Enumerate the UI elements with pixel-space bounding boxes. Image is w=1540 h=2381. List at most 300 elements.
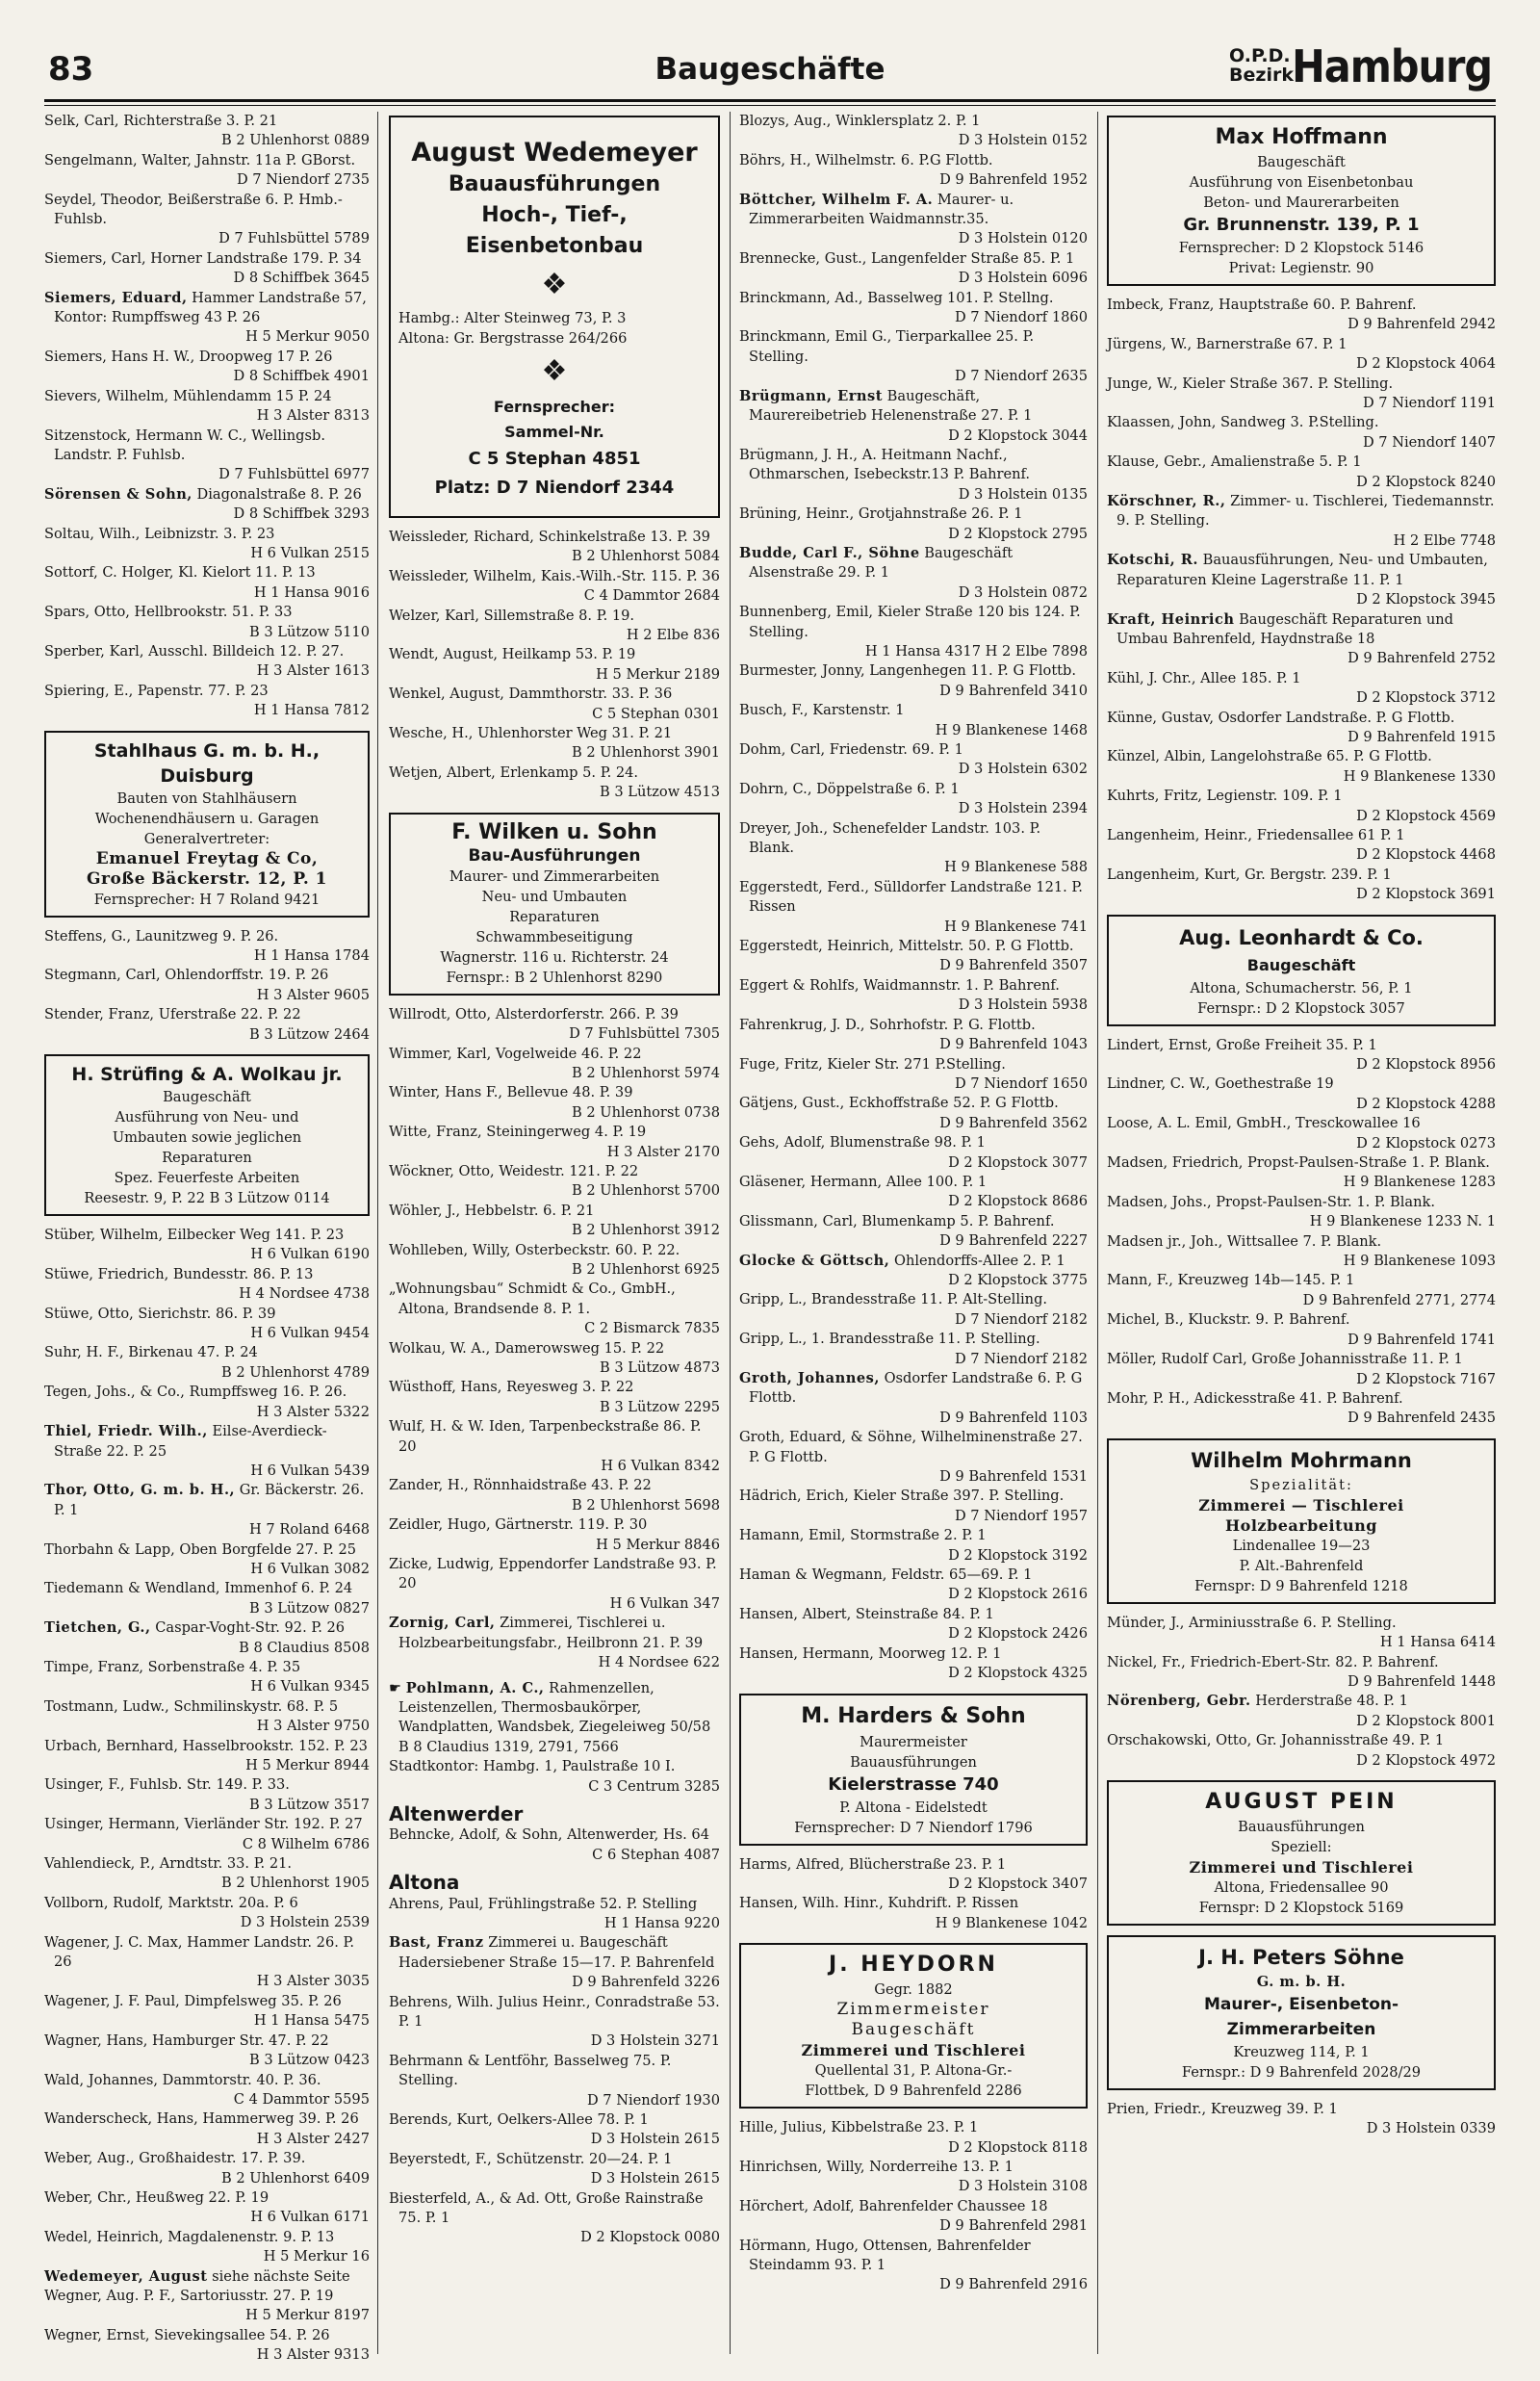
column-4 (1107, 112, 1496, 2139)
directory-entry (1107, 1271, 1496, 1310)
ad-line: P. Alt.-Bahrenfeld (1239, 1557, 1364, 1574)
entry-text: Bunnenberg, Emil, Kieler Straße 120 bis 124. P. Stelling. (739, 604, 1081, 640)
ad-line: P. Altona - Eidelstedt (839, 1799, 988, 1816)
entry-text: Lindert, Ernst, Große Freiheit 35. P. 1 (1107, 1036, 1377, 1053)
city-name: Hamburg (1292, 40, 1492, 92)
directory-entry (389, 2110, 720, 2150)
entry-text: Baugeschäft, Maurereibetrieb Helenenstraße 27. P. 1 (749, 387, 1033, 425)
entry-phone: H 3 Alster 9313 (256, 2346, 370, 2364)
directory-entry (44, 2071, 370, 2110)
entry-text: Hädrich, Erich, Kieler Straße 397. P. Stelling. (739, 1488, 1065, 1505)
entry-text: Klaassen, John, Sandweg 3. P.Stelling. (1107, 414, 1379, 431)
entry-text: Witte, Franz, Steiningerweg 4. P. 19 (389, 1124, 647, 1141)
directory-entry (739, 1894, 1088, 1933)
entry-phone: D 7 Niendorf 1957 (954, 1507, 1088, 1524)
entry-text: Dohrn, C., Döppelstraße 6. P. 1 (739, 780, 960, 797)
entry-text: Mohr, P. H., Adickesstraße 41. P. Bahrenf. (1107, 1389, 1403, 1407)
directory-entry (1107, 610, 1496, 669)
entry-text: Prien, Friedr., Kreuzweg 39. P. 1 (1107, 2100, 1338, 2117)
entry-phone: D 7 Niendorf 2735 (236, 171, 370, 189)
directory-entry (739, 2237, 1088, 2295)
entry-phone: D 3 Holstein 3108 (958, 2178, 1088, 2195)
entry-text: siehe nächste Seite (212, 2267, 350, 2285)
directory-entry (739, 701, 1088, 740)
directory-entry (44, 427, 370, 485)
directory-entry (44, 1343, 370, 1383)
entry-text: Winter, Hans F., Bellevue 48. P. 39 (389, 1084, 633, 1101)
entry-text: Wohlleben, Willy, Osterbeckstr. 60. P. 22. (389, 1241, 680, 1258)
directory-entry (389, 2150, 720, 2189)
ad-title: M. Harders & Sohn (801, 1703, 1026, 1728)
entry-text: Wagener, J. C. Max, Hammer Landstr. 26. P. 26 (44, 1933, 355, 1971)
entry-phone: D 3 Holstein 0872 (958, 583, 1088, 601)
entry-text: Sievers, Wilhelm, Mühlendamm 15 P. 24 (44, 387, 332, 404)
directory-entry (44, 348, 370, 387)
entry-phone: H 9 Blankenese 588 (944, 859, 1088, 876)
directory-entry (44, 1005, 370, 1045)
ad-title: F. Wilken u. Sohn (451, 819, 657, 844)
entry-text: Hinrichsen, Willy, Norderreihe 13. P. 1 (739, 2158, 1014, 2175)
entry-phone: H 4 Nordsee 622 (598, 1654, 720, 1671)
ad-line: Maurer-, Eisenbeton- (1203, 1994, 1399, 2014)
entry-text: Vollborn, Rudolf, Marktstr. 20a. P. 6 (44, 1894, 298, 1911)
directory-entry (1107, 747, 1496, 787)
entry-phone: H 7 Roland 6468 (249, 1521, 370, 1539)
entry-text: Sottorf, C. Holger, Kl. Kielort 11. P. 13 (44, 564, 316, 582)
entry-text: Madsen, Friedrich, Propst-Paulsen-Straße 1. P. Blank. (1107, 1154, 1490, 1172)
directory-entry (389, 1241, 720, 1281)
entry-name: Böttcher, Wilhelm F. A. (739, 191, 934, 208)
ad-line: Baugeschäft (1246, 955, 1356, 974)
entry-phone: D 2 Klopstock 8686 (948, 1193, 1088, 1210)
directory-entry (1107, 296, 1496, 335)
entries-list (739, 112, 1088, 1684)
entry-phone: H 5 Merkur 8944 (245, 1757, 370, 1773)
entry-name: Glocke & Göttsch, (739, 1252, 890, 1269)
ad-phone: C 5 Stephan 4851 (468, 449, 641, 469)
entry-name: Körschner, R., (1107, 493, 1226, 510)
directory-entry (44, 249, 370, 289)
ad-line: Altona, Friedensallee 90 (1214, 1878, 1389, 1896)
entry-text: Gläsener, Hermann, Allee 100. P. 1 (739, 1173, 988, 1190)
entry-phone: H 2 Elbe 7748 (1393, 531, 1496, 549)
entry-phone: H 3 Alster 5322 (256, 1403, 370, 1420)
directory-entry (44, 1265, 370, 1305)
entries-list (389, 1005, 720, 1673)
entry-phone: D 7 Niendorf 1191 (1362, 395, 1496, 412)
directory-entry (44, 1737, 370, 1776)
directory-entry (1107, 1114, 1496, 1153)
entry-phone: D 9 Bahrenfeld 2227 (939, 1232, 1088, 1250)
entry-text: Baugeschäft Reparaturen und Umbau Bahrenfeld, Haydnstraße 18 (1116, 610, 1453, 647)
directory-entry (389, 1280, 720, 1338)
entry-text: Künne, Gustav, Osdorfer Landstraße. P. G Flottb. (1107, 709, 1455, 726)
entry-text: Fahrenkrug, J. D., Sohrhofstr. P. G. Flottb. (739, 1016, 1036, 1033)
entry-phone: H 9 Blankenese 1283 (1343, 1174, 1496, 1191)
directory-entry (1107, 1193, 1496, 1232)
ad-line (749, 2081, 1078, 2101)
entry-text: Welzer, Karl, Sillemstraße 8. P. 19. (389, 607, 635, 624)
entry-phone: D 2 Klopstock 3775 (948, 1271, 1088, 1288)
column-3 (739, 112, 1088, 2295)
entry-phone: B 2 Uhlenhorst 6409 (221, 2169, 370, 2187)
directory-entry (1107, 551, 1496, 609)
ad-line: Zimmerarbeiten (1226, 2019, 1376, 2039)
column-divider (730, 112, 731, 2354)
ad-title: Max Hoffmann (1215, 125, 1388, 149)
entry-phone: D 7 Niendorf 2182 (954, 1310, 1088, 1328)
ad-line: Spezialität: (1249, 1476, 1353, 1493)
ad-line: Gr. Brunnenstr. 139, P. 1 (1183, 215, 1420, 235)
ad-line: Baugeschäft (163, 1089, 251, 1106)
directory-entry (44, 966, 370, 1005)
entries-list (1107, 1614, 1496, 1771)
page-header (44, 42, 1496, 96)
directory-entry (389, 1515, 720, 1555)
entry-phone: D 2 Klopstock 8240 (1356, 473, 1496, 490)
directory-entry (44, 2188, 370, 2228)
entry-phone: C 6 Stephan 4087 (592, 1846, 720, 1863)
entry-text: Baugeschäft Alsenstraße 29. P. 1 (749, 544, 1014, 582)
entry-text: Thorbahn & Lapp, Oben Borgfelde 27. P. 25 (44, 1540, 357, 1558)
ad-line: Neu- und Umbauten (481, 888, 628, 905)
entry-phone: D 9 Bahrenfeld 1915 (1348, 728, 1496, 745)
entry-phone: D 9 Bahrenfeld 1103 (939, 1409, 1088, 1426)
directory-entry (739, 603, 1088, 661)
directory-entry (44, 1481, 370, 1540)
entry-phone: H 6 Vulkan 6171 (250, 2209, 370, 2226)
directory-entry (739, 327, 1088, 386)
ad-line: Gegr. 1882 (874, 1981, 953, 1999)
directory-entry (389, 1202, 720, 1241)
ad-line: Schwammbeseitigung (475, 928, 633, 945)
directory-entry (44, 2267, 370, 2287)
entry-phone: D 2 Klopstock 3691 (1356, 886, 1496, 903)
entry-phone: D 9 Bahrenfeld 3507 (939, 957, 1088, 974)
entry-text: Wüsthoff, Hans, Reyesweg 3. P. 22 (389, 1379, 634, 1396)
directory-entry (1107, 1653, 1496, 1693)
directory-entry (44, 289, 370, 348)
ad-line: Flottbek, (805, 2083, 870, 2100)
entry-text: Ahrens, Paul, Frühlingstraße 52. P. Stelling (389, 1895, 698, 1912)
ad-wilken (389, 813, 720, 996)
directory-entry (739, 780, 1088, 819)
directory-entry (1107, 375, 1496, 414)
entry-text: Zimmer- u. Tischlerei, Tiedemannstr. 9. P. Stelling. (1116, 493, 1495, 530)
ad-harders (739, 1694, 1088, 1846)
entry-text: Tostmann, Ludw., Schmilinskystr. 68. P. 5 (44, 1697, 339, 1715)
entry-text: Wetjen, Albert, Erlenkamp 5. P. 24. (389, 763, 639, 781)
entry-text: Imbeck, Franz, Hauptstraße 60. P. Bahrenf. (1107, 297, 1417, 313)
ad-title: J. H. Peters Söhne (1198, 1945, 1404, 1969)
directory-entry (1107, 787, 1496, 826)
entry-text: Brüning, Heinr., Grotjahnstraße 26. P. 1 (739, 505, 1023, 523)
entry-phone: H 1 Hansa 7812 (253, 702, 370, 719)
entry-name: Wedemeyer, August (44, 2267, 208, 2285)
directory-entry (389, 763, 720, 803)
ad-phone: Fernspr: D 9 Bahrenfeld 1218 (1194, 1577, 1408, 1594)
entry-phone: D 9 Bahrenfeld 3562 (939, 1114, 1088, 1131)
directory-entry (389, 1895, 720, 1934)
entry-text: Blozys, Aug., Winklersplatz 2. P. 1 (739, 113, 981, 129)
entry-phone: D 2 Klopstock 3077 (948, 1153, 1088, 1171)
entry-phone: B 3 Lützow 5110 (249, 623, 370, 640)
entry-text: Siemers, Carl, Horner Landstraße 179. P. 34 (44, 249, 362, 267)
entry-phone: C 8 Wilhelm 6786 (242, 1835, 370, 1852)
entry-text: Diagonalstraße 8. P. 26 (196, 485, 362, 503)
directory-entry (739, 661, 1088, 701)
directory-entry (44, 563, 370, 603)
directory-entry (44, 2326, 370, 2366)
entry-text: Brinckmann, Ad., Basselweg 101. P. Stellng. (739, 289, 1054, 306)
header-rule-thin (44, 105, 1496, 106)
directory-entry (44, 2228, 370, 2267)
entry-phone: D 2 Klopstock 4064 (1356, 355, 1496, 373)
entry-text: Hammer Landstraße 57, Kontor: Rumpffsweg 43 P. 26 (54, 289, 367, 326)
ad-line: Reparaturen (162, 1150, 252, 1167)
entry-text: Wegner, Aug. P. F., Sartoriusstr. 27. P. 19 (44, 2287, 334, 2304)
directory-entry (44, 151, 370, 191)
directory-entry (739, 976, 1088, 1016)
entry-text: Künzel, Albin, Langelohstraße 65. P. G Flottb. (1107, 748, 1432, 765)
entry-phone: D 7 Fuhlsbüttel 7305 (569, 1025, 720, 1043)
ad-line: Privat: Legienstr. 90 (1228, 260, 1374, 276)
entry-text: Wöckner, Otto, Weidestr. 121. P. 22 (389, 1162, 639, 1179)
entry-text: Gehs, Adolf, Blumenstraße 98. P. 1 (739, 1134, 986, 1152)
ad-title: AUGUST PEIN (1205, 1789, 1398, 1814)
ad-stahlhaus (44, 731, 370, 918)
ad-phone: Fernspr.: D 2 Klopstock 3057 (1197, 999, 1405, 1017)
directory-entry (739, 819, 1088, 878)
ad-address: Hambg.: Alter Steinweg 73, P. 3 (398, 310, 627, 326)
entry-phone: H 6 Vulkan 2515 (250, 544, 370, 561)
section-heading-altona: Altona (389, 1871, 460, 1895)
entry-text: Fuge, Fritz, Kieler Str. 271 P.Stelling. (739, 1055, 1006, 1073)
entry-phone: D 8 Schiffbek 4901 (233, 368, 370, 385)
entry-text: Osdorfer Landstraße 6. P. G Flottb. (749, 1370, 1083, 1407)
entry-text: Möller, Rudolf Carl, Große Johannisstraße 11. P. 1 (1107, 1351, 1463, 1368)
directory-entry (44, 1305, 370, 1344)
entry-phone: C 3 Centrum 3285 (588, 1777, 720, 1795)
entries-list (389, 1825, 720, 1865)
entries-list (739, 1855, 1088, 1934)
ad-line: Wochenendhäusern u. Garagen (94, 810, 320, 827)
directory-entry (389, 1417, 720, 1476)
entry-phone: D 3 Holstein 0120 (958, 230, 1088, 247)
entry-phone: C 4 Dammtor 2684 (583, 587, 720, 605)
entry-name: Thiel, Friedr. Wilh., (44, 1423, 208, 1440)
ad-pein (1107, 1780, 1496, 1926)
ad-title: H. Strüfing & A. Wolkau jr. (71, 1064, 343, 1086)
entry-phone: D 7 Niendorf 1930 (586, 2091, 720, 2109)
entry-phone: D 8 Schiffbek 3645 (233, 270, 370, 287)
directory-entry (389, 1339, 720, 1379)
directory-entry (739, 1369, 1088, 1428)
ad-line: Baugeschäft (851, 2020, 976, 2040)
entry-text: Stegmann, Carl, Ohlendorffstr. 19. P. 26 (44, 967, 329, 984)
entry-text: Nickel, Fr., Friedrich-Ebert-Str. 82. P. Bahrenf. (1107, 1653, 1439, 1670)
entry-text: „Wohnungsbau“ Schmidt & Co., GmbH., Altona, Brandsende 8. P. 1. (389, 1281, 676, 1317)
entry-text: Hansen, Albert, Steinstraße 84. P. 1 (739, 1605, 994, 1622)
entry-phone: D 2 Klopstock 4569 (1356, 807, 1496, 824)
ad-struefing (44, 1054, 370, 1216)
entry-text: Weber, Aug., Großhaidestr. 17. P. 39. (44, 2150, 306, 2167)
entry-name: Budde, Carl F., Söhne (739, 544, 920, 561)
entry-text: Wedel, Heinrich, Magdalenenstr. 9. P. 13 (44, 2228, 335, 2245)
entries-list (44, 927, 370, 1045)
entry-text: Wanderscheck, Hans, Hammerweg 39. P. 26 (44, 2110, 359, 2128)
directory-entry (44, 1992, 370, 2032)
ad-heydorn (739, 1943, 1088, 2109)
directory-entry (1107, 1036, 1496, 1075)
directory-entry (739, 937, 1088, 976)
entry-phone: B 2 Uhlenhorst 6925 (572, 1260, 720, 1278)
entry-phone: H 5 Merkur 2189 (596, 665, 720, 683)
entry-text: Behrens, Wilh. Julius Heinr., Conradstraße 53. P. 1 (389, 1993, 720, 2030)
directory-entry (739, 1252, 1088, 1291)
directory-entry (44, 642, 370, 682)
entry-phone: H 1 Hansa 5475 (253, 2012, 370, 2030)
entry-name: Thor, Otto, G. m. b. H., (44, 1482, 236, 1499)
entry-name: Pohlmann, A. C., (405, 1679, 545, 1696)
directory-entry (739, 1605, 1088, 1644)
ad-hoffmann (1107, 116, 1496, 286)
directory-entry (739, 740, 1088, 780)
entry-phone: B 2 Uhlenhorst 1905 (221, 1875, 370, 1892)
entry-text: Dohm, Carl, Friedenstr. 69. P. 1 (739, 741, 963, 758)
entry-phone: H 1 Hansa 9016 (253, 583, 370, 601)
entry-phone: D 9 Bahrenfeld 1043 (939, 1036, 1088, 1053)
directory-entry (1107, 413, 1496, 453)
ad-line: Spez. Feuerfeste Arbeiten (114, 1170, 300, 1187)
directory-entry (44, 1854, 370, 1894)
entry-phone: D 2 Klopstock 8118 (948, 2138, 1088, 2156)
directory-entry (389, 1083, 720, 1123)
entry-name: Brügmann, Ernst (739, 387, 883, 404)
directory-entry (44, 191, 370, 249)
entry-text: Hörchert, Adolf, Bahrenfelder Chaussee 18 (739, 2197, 1048, 2214)
entries-list (44, 112, 370, 721)
entry-phone: H 3 Alster 2427 (256, 2130, 370, 2147)
entry-text: Zimmerei, Tischlerei u. Holzbearbeitungsfabr., Heilbronn 21. P. 39 (398, 1615, 704, 1651)
entry-phone: D 2 Klopstock 8956 (1356, 1056, 1496, 1073)
directory-entry (44, 927, 370, 967)
ad-title: Aug. Leonhardt & Co. (1179, 925, 1424, 949)
entry-phone: D 2 Klopstock 4288 (1356, 1095, 1496, 1112)
entry-text: Rahmenzellen, Leistenzellen, Thermosbaukörper, Wandplatten, Wandsbek, Ziegeleiweg 50/58 (398, 1679, 711, 1736)
directory-entry (1107, 1614, 1496, 1653)
directory-entry (1107, 669, 1496, 709)
entry-phone: D 3 Holstein 0135 (958, 485, 1088, 503)
entry-phone: B 2 Uhlenhorst 3901 (572, 744, 720, 762)
ad-phone: Reesestr. 9, P. 22 B 3 Lützow 0114 (84, 1190, 330, 1207)
entry-text: Steffens, G., Launitzweg 9. P. 26. (44, 927, 279, 945)
entry-phone: B 2 Uhlenhorst 3912 (572, 1222, 720, 1239)
entry-phone: D 7 Niendorf 2182 (954, 1350, 1088, 1367)
directory-entry (44, 1658, 370, 1697)
entry-text: Gripp, L., 1. Brandesstraße 11. P. Stelling. (739, 1331, 1040, 1348)
entry-text: Glissmann, Carl, Blumenkamp 5. P. Bahrenf. (739, 1212, 1055, 1229)
ad-phone: Fernsprecher: D 2 Klopstock 5146 (1178, 240, 1424, 256)
directory-entry (389, 528, 720, 567)
entry-text: Seydel, Theodor, Beißerstraße 6. P. Hmb.-Fuhlsb. (44, 191, 343, 228)
ad-line: Große Bäckerstr. 12, P. 1 (86, 868, 328, 889)
directory-entry (1107, 335, 1496, 375)
directory-entry (389, 1045, 720, 1084)
entry-text: Timpe, Franz, Sorbenstraße 4. P. 35 (44, 1658, 301, 1675)
directory-entry (739, 2197, 1088, 2237)
entry-phone: H 6 Vulkan 8342 (601, 1458, 720, 1475)
entry-text: Usinger, F., Fuhlsb. Str. 149. P. 33. (44, 1776, 290, 1794)
header-rule (44, 99, 1496, 102)
directory-entry (739, 1526, 1088, 1566)
entry-text: Hansen, Wilh. Hinr., Kuhdrift. P. Rissen (739, 1895, 1019, 1912)
entry-text: Langenheim, Heinr., Friedensallee 61 P. 1 (1107, 826, 1405, 843)
entry-phone: H 6 Vulkan 5439 (250, 1462, 370, 1479)
ad-phone-label: Fernsprecher: (493, 398, 616, 416)
ad-line: Bauausführungen (448, 172, 661, 196)
entry-text: Münder, J., Arminiusstraße 6. P. Stelling. (1107, 1614, 1397, 1631)
directory-entry (389, 1162, 720, 1202)
ad-line: Beton- und Maurerarbeiten (1203, 194, 1399, 211)
directory-entry (389, 1825, 720, 1865)
directory-entry (739, 1330, 1088, 1369)
entry-text: Zeidler, Hugo, Gärtnerstr. 119. P. 30 (389, 1516, 648, 1534)
entry-phone: D 7 Niendorf 2635 (954, 368, 1088, 385)
ad-title: Wilhelm Mohrmann (1191, 1448, 1412, 1472)
entry-text: Weber, Chr., Heußweg 22. P. 19 (44, 2188, 270, 2206)
entry-phone: D 2 Klopstock 2795 (948, 525, 1088, 542)
column-1 (44, 112, 370, 2366)
directory-entry (389, 1378, 720, 1417)
entry-phone: B 3 Lützow 0827 (249, 1599, 370, 1617)
entry-text: Wulf, H. & W. Iden, Tarpenbeckstraße 86. P. 20 (389, 1418, 702, 1455)
entry-phone: D 2 Klopstock 2426 (948, 1625, 1088, 1643)
entry-phone: D 7 Niendorf 1860 (954, 309, 1088, 326)
directory-entry (44, 1894, 370, 1933)
entry-text: Eilse-Averdieck-Straße 22. P. 25 (54, 1423, 327, 1460)
entry-text: Gätjens, Gust., Eckhoffstraße 52. P. G Flottb. (739, 1095, 1059, 1112)
entry-phone: D 9 Bahrenfeld 2981 (939, 2217, 1088, 2235)
ad-phone: Fernsprecher: H 7 Roland 9421 (93, 891, 321, 908)
ad-phone-label: Sammel-Nr. (504, 423, 604, 441)
section-heading-altenwerder: Altenwerder (389, 1801, 524, 1825)
entry-text: Wöhler, J., Hebbelstr. 6. P. 21 (389, 1202, 595, 1219)
entry-text: Wald, Johannes, Dammtorstr. 40. P. 36. (44, 2071, 321, 2088)
entry-text: Stüber, Wilhelm, Eilbecker Weg 141. P. 23 (44, 1227, 345, 1244)
directory-entry (739, 1566, 1088, 1605)
directory-entry (44, 682, 370, 721)
entry-text: Biesterfeld, A., & Ad. Ott, Große Rainstraße 75. P. 1 (389, 2189, 704, 2227)
entry-text: Hörmann, Hugo, Ottensen, Bahrenfelder Steindamm 93. P. 1 (739, 2237, 1031, 2273)
entry-text: Weissleder, Wilhelm, Kais.-Wilh.-Str. 115. P. 36 (389, 567, 720, 584)
entry-phone: H 3 Alster 2170 (606, 1143, 720, 1160)
entry-phone: B 2 Uhlenhorst 0738 (572, 1103, 720, 1121)
ad-phone: Platz: D 7 Niendorf 2344 (434, 478, 675, 498)
entry-text: Stüwe, Friedrich, Bundesstr. 86. P. 13 (44, 1265, 314, 1282)
entry-text: Beyerstedt, F., Schützenstr. 20—24. P. 1 (389, 2150, 673, 2167)
directory-entry (1107, 453, 1496, 492)
entry-phone: B 3 Lützow 4513 (600, 784, 720, 801)
entry-text: Junge, W., Kieler Straße 367. P. Stelling. (1107, 375, 1394, 392)
entry-text: Brennecke, Gust., Langenfelder Straße 85. P. 1 (739, 249, 1075, 267)
directory-entry (44, 1697, 370, 1737)
entry-text: Selk, Carl, Richterstraße 3. P. 21 (44, 113, 278, 129)
entry-phone: H 1 Hansa 4317 H 2 Elbe 7898 (864, 642, 1088, 660)
directory-entry (389, 1476, 720, 1515)
entry-phone: B 2 Uhlenhorst 0889 (221, 132, 370, 149)
entry-text: Eggerstedt, Heinrich, Mittelstr. 50. P. G Flottb. (739, 938, 1074, 955)
